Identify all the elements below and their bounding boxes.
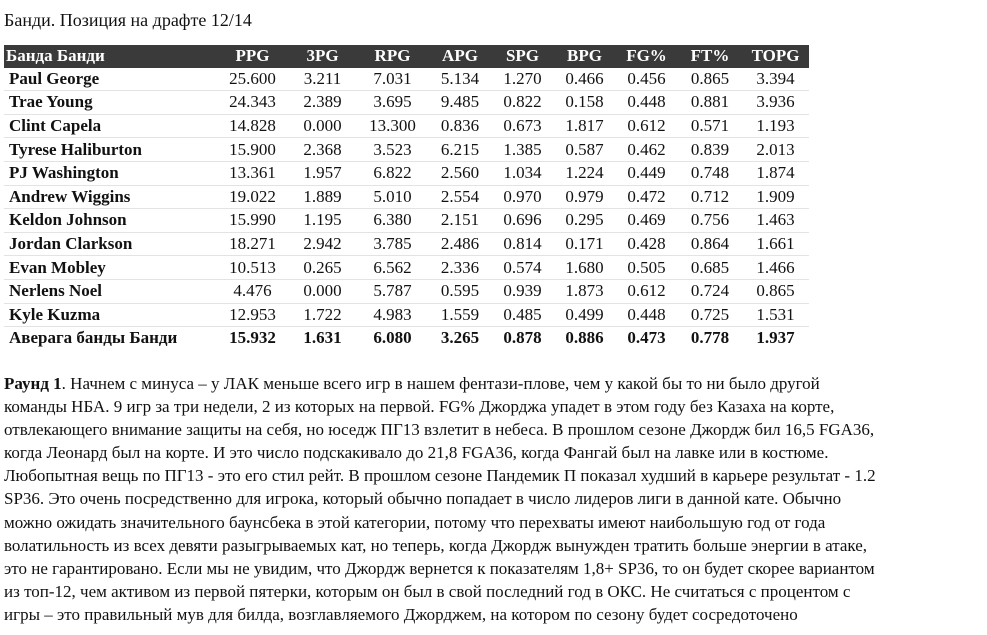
stat-cell: 0.970 bbox=[491, 185, 554, 209]
column-header-rpg: RPG bbox=[356, 45, 429, 68]
player-name-cell: Nerlens Noel bbox=[4, 279, 216, 303]
stat-cell: 1.661 bbox=[742, 232, 809, 256]
stat-cell: 1.957 bbox=[289, 161, 356, 185]
stat-cell: 0.485 bbox=[491, 303, 554, 327]
table-row bbox=[4, 209, 809, 233]
stat-cell: 0.778 bbox=[690, 328, 730, 348]
stat-cell: 0.595 bbox=[429, 279, 491, 303]
stat-cell: 4.983 bbox=[356, 303, 429, 327]
stat-cell: 0.499 bbox=[554, 303, 615, 327]
column-header-fg-pct: FG% bbox=[615, 45, 678, 68]
stat-cell: 0.822 bbox=[491, 91, 554, 115]
paragraph-line: из топ-12, чем активом из первой пятерки, которым он был в свой последний год в ОКС. Не считаться с процентом с bbox=[4, 581, 851, 601]
stat-cell: 1.937 bbox=[756, 328, 795, 348]
stat-cell: 6.215 bbox=[429, 138, 491, 162]
stat-cell: 5.787 bbox=[356, 279, 429, 303]
stat-cell: 0.469 bbox=[615, 209, 678, 233]
stat-cell: 0.865 bbox=[742, 279, 809, 303]
table-row bbox=[4, 161, 809, 185]
table-row bbox=[4, 279, 809, 303]
stat-cell: 0.428 bbox=[615, 232, 678, 256]
stat-cell: 0.574 bbox=[491, 256, 554, 280]
stat-cell: 15.990 bbox=[216, 209, 289, 233]
stat-cell: 4.476 bbox=[216, 279, 289, 303]
stat-cell: 0.000 bbox=[289, 114, 356, 138]
player-name-cell: PJ Washington bbox=[4, 161, 216, 185]
table-header-row bbox=[4, 45, 809, 68]
paragraph-line: когда Леонард был на корте. И это число подскакивало до 21,8 FGA36, когда Фангай был на лавке или в костюме. bbox=[4, 443, 829, 463]
stat-cell: 9.485 bbox=[429, 91, 491, 115]
stat-cell: 0.814 bbox=[491, 232, 554, 256]
stat-cell: 3.785 bbox=[356, 232, 429, 256]
stat-cell: 0.462 bbox=[615, 138, 678, 162]
column-header-topg: TOPG bbox=[742, 45, 809, 68]
stat-cell: 12.953 bbox=[216, 303, 289, 327]
stat-cell: 3.211 bbox=[289, 68, 356, 91]
stat-cell: 1.909 bbox=[742, 185, 809, 209]
paragraph-line: волатильность из всех девяти разыгрываемых кат, но теперь, когда Джордж вынужден тратить больше энергии в атаке, bbox=[4, 535, 868, 555]
stat-cell: 5.010 bbox=[356, 185, 429, 209]
stat-cell: 0.878 bbox=[503, 328, 542, 348]
average-row bbox=[4, 327, 809, 350]
stat-cell: 0.472 bbox=[615, 185, 678, 209]
player-name-cell: Keldon Johnson bbox=[4, 209, 216, 233]
stat-cell: 0.612 bbox=[615, 279, 678, 303]
player-name-cell: Paul George bbox=[4, 68, 216, 91]
stat-cell: 0.587 bbox=[554, 138, 615, 162]
column-header-bpg: BPG bbox=[554, 45, 615, 68]
stat-cell: 0.265 bbox=[289, 256, 356, 280]
stat-cell: 15.900 bbox=[216, 138, 289, 162]
stat-cell: 1.463 bbox=[742, 209, 809, 233]
paragraph-line: . Начнем с минуса – у ЛАК меньше всего игр в нашем фентази-плове, чем у какой бы то ни было другой bbox=[61, 374, 820, 393]
stat-cell: 3.936 bbox=[742, 91, 809, 115]
stat-cell: 1.873 bbox=[554, 279, 615, 303]
stat-cell: 3.523 bbox=[356, 138, 429, 162]
stat-cell: 0.685 bbox=[678, 256, 742, 280]
paragraph-line: можно ожидать значительного баунсбека в этой категории, потому что перехваты имеют наибольшую год от года bbox=[4, 512, 826, 532]
table-row bbox=[4, 91, 809, 115]
stat-cell: 24.343 bbox=[216, 91, 289, 115]
stat-cell: 0.448 bbox=[615, 91, 678, 115]
column-header-3pg: 3PG bbox=[289, 45, 356, 68]
stat-cell: 1.385 bbox=[491, 138, 554, 162]
stat-cell: 0.886 bbox=[565, 328, 604, 348]
stat-cell: 2.560 bbox=[429, 161, 491, 185]
stat-cell: 3.265 bbox=[440, 328, 480, 348]
column-header-apg: APG bbox=[429, 45, 491, 68]
stat-cell: 2.486 bbox=[429, 232, 491, 256]
stat-cell: 0.000 bbox=[289, 279, 356, 303]
stat-cell: 19.022 bbox=[216, 185, 289, 209]
stat-cell: 6.562 bbox=[356, 256, 429, 280]
stat-cell: 2.389 bbox=[289, 91, 356, 115]
stat-cell: 2.151 bbox=[429, 209, 491, 233]
page-title: Банди. Позиция на драфте 12/14 bbox=[4, 10, 252, 30]
table-row bbox=[4, 232, 809, 256]
stat-cell: 3.394 bbox=[742, 68, 809, 91]
stat-cell: 6.380 bbox=[356, 209, 429, 233]
table-row bbox=[4, 256, 809, 280]
column-header-ft-pct: FT% bbox=[678, 45, 742, 68]
column-header-ppg: PPG bbox=[216, 45, 289, 68]
player-name-cell: Kyle Kuzma bbox=[4, 303, 216, 327]
table-row bbox=[4, 114, 809, 138]
round-label: Раунд 1 bbox=[4, 374, 62, 393]
stat-cell: 0.571 bbox=[678, 114, 742, 138]
player-name-cell: Clint Capela bbox=[4, 114, 216, 138]
stat-cell: 25.600 bbox=[216, 68, 289, 91]
stat-cell: 15.932 bbox=[229, 328, 276, 348]
stat-cell: 0.839 bbox=[678, 138, 742, 162]
stat-cell: 0.473 bbox=[627, 328, 666, 348]
stat-cell: 5.134 bbox=[429, 68, 491, 91]
stat-cell: 0.939 bbox=[491, 279, 554, 303]
stat-cell: 0.466 bbox=[554, 68, 615, 91]
stat-cell: 13.361 bbox=[216, 161, 289, 185]
stat-cell: 14.828 bbox=[216, 114, 289, 138]
paragraph-line: SP36. Это очень посредственно для игрока, который обычно попадает в число лидеров лиги в данной кате. Обычно bbox=[4, 489, 842, 509]
stat-cell: 1.466 bbox=[742, 256, 809, 280]
stat-cell: 0.724 bbox=[678, 279, 742, 303]
stat-cell: 13.300 bbox=[356, 114, 429, 138]
column-header-team: Банда Банди bbox=[4, 45, 216, 68]
stat-cell: 18.271 bbox=[216, 232, 289, 256]
stat-cell: 0.505 bbox=[615, 256, 678, 280]
stat-cell: 0.696 bbox=[491, 209, 554, 233]
round-1-paragraph bbox=[4, 372, 984, 626]
stat-cell: 0.158 bbox=[554, 91, 615, 115]
stat-cell: 3.695 bbox=[356, 91, 429, 115]
stat-cell: 1.817 bbox=[554, 114, 615, 138]
stat-cell: 2.013 bbox=[742, 138, 809, 162]
stat-cell: 2.336 bbox=[429, 256, 491, 280]
stat-cell: 1.559 bbox=[429, 303, 491, 327]
table-row bbox=[4, 138, 809, 162]
stat-cell: 1.270 bbox=[491, 68, 554, 91]
stat-cell: 0.836 bbox=[429, 114, 491, 138]
player-name-cell: Аверага банды Банди bbox=[9, 328, 178, 348]
stat-cell: 0.756 bbox=[678, 209, 742, 233]
stat-cell: 1.874 bbox=[742, 161, 809, 185]
table-body bbox=[4, 68, 809, 350]
column-header-spg: SPG bbox=[491, 45, 554, 68]
stat-cell: 1.631 bbox=[303, 328, 342, 348]
table-row bbox=[4, 68, 809, 91]
table-row bbox=[4, 303, 809, 327]
stat-cell: 2.368 bbox=[289, 138, 356, 162]
stat-cell: 6.080 bbox=[373, 328, 412, 348]
stat-cell: 1.195 bbox=[289, 209, 356, 233]
paragraph-line: это не гарантировано. Если мы не увидим, что Джордж вернется к показателям 1,8+ SP36, то он будет скорее вариантом bbox=[4, 558, 875, 578]
stat-cell: 10.513 bbox=[216, 256, 289, 280]
stat-cell: 0.295 bbox=[554, 209, 615, 233]
stat-cell: 0.448 bbox=[615, 303, 678, 327]
player-name-cell: Tyrese Haliburton bbox=[4, 138, 216, 162]
stat-cell: 1.889 bbox=[289, 185, 356, 209]
stat-cell: 0.881 bbox=[678, 91, 742, 115]
paragraph-line: команды НБА. 9 игр за три недели, 2 из которых на первой. FG% Джорджа упадет в этом году без Казаха на корте, bbox=[4, 397, 835, 417]
player-name-cell: Trae Young bbox=[4, 91, 216, 115]
stat-cell: 0.171 bbox=[554, 232, 615, 256]
stat-cell: 0.449 bbox=[615, 161, 678, 185]
stat-cell: 1.193 bbox=[742, 114, 809, 138]
player-name-cell: Andrew Wiggins bbox=[4, 185, 216, 209]
table-row bbox=[4, 185, 809, 209]
player-name-cell: Jordan Clarkson bbox=[4, 232, 216, 256]
stat-cell: 0.673 bbox=[491, 114, 554, 138]
stat-cell: 1.722 bbox=[289, 303, 356, 327]
stat-cell: 2.942 bbox=[289, 232, 356, 256]
stat-cell: 0.979 bbox=[554, 185, 615, 209]
stat-cell: 0.725 bbox=[678, 303, 742, 327]
player-name-cell: Evan Mobley bbox=[4, 256, 216, 280]
paragraph-line: отвлекающего внимание защиты на себя, но юседж ПГ13 взлетит в небеса. В прошлом сезоне Джордж бил 16,5 FGA36, bbox=[4, 420, 875, 440]
stat-cell: 2.554 bbox=[429, 185, 491, 209]
stat-cell: 6.822 bbox=[356, 161, 429, 185]
stat-cell: 0.864 bbox=[678, 232, 742, 256]
stat-cell: 0.612 bbox=[615, 114, 678, 138]
stats-table bbox=[4, 45, 809, 350]
stat-cell: 0.748 bbox=[678, 161, 742, 185]
stat-cell: 1.224 bbox=[554, 161, 615, 185]
stat-cell: 1.034 bbox=[491, 161, 554, 185]
stat-cell: 0.712 bbox=[678, 185, 742, 209]
stat-cell: 0.865 bbox=[678, 68, 742, 91]
paragraph-line: Любопытная вещь по ПГ13 - это его стил рейт. В прошлом сезоне Пандемик П показал худший в карьере результат - 1.2 bbox=[4, 466, 876, 486]
paragraph-line: игры – это правильный мув для билда, возглавляемого Джорджем, на котором по сезону будет сосредоточено bbox=[4, 604, 798, 624]
stat-cell: 7.031 bbox=[356, 68, 429, 91]
stat-cell: 0.456 bbox=[615, 68, 678, 91]
stat-cell: 1.680 bbox=[554, 256, 615, 280]
stat-cell: 1.531 bbox=[742, 303, 809, 327]
